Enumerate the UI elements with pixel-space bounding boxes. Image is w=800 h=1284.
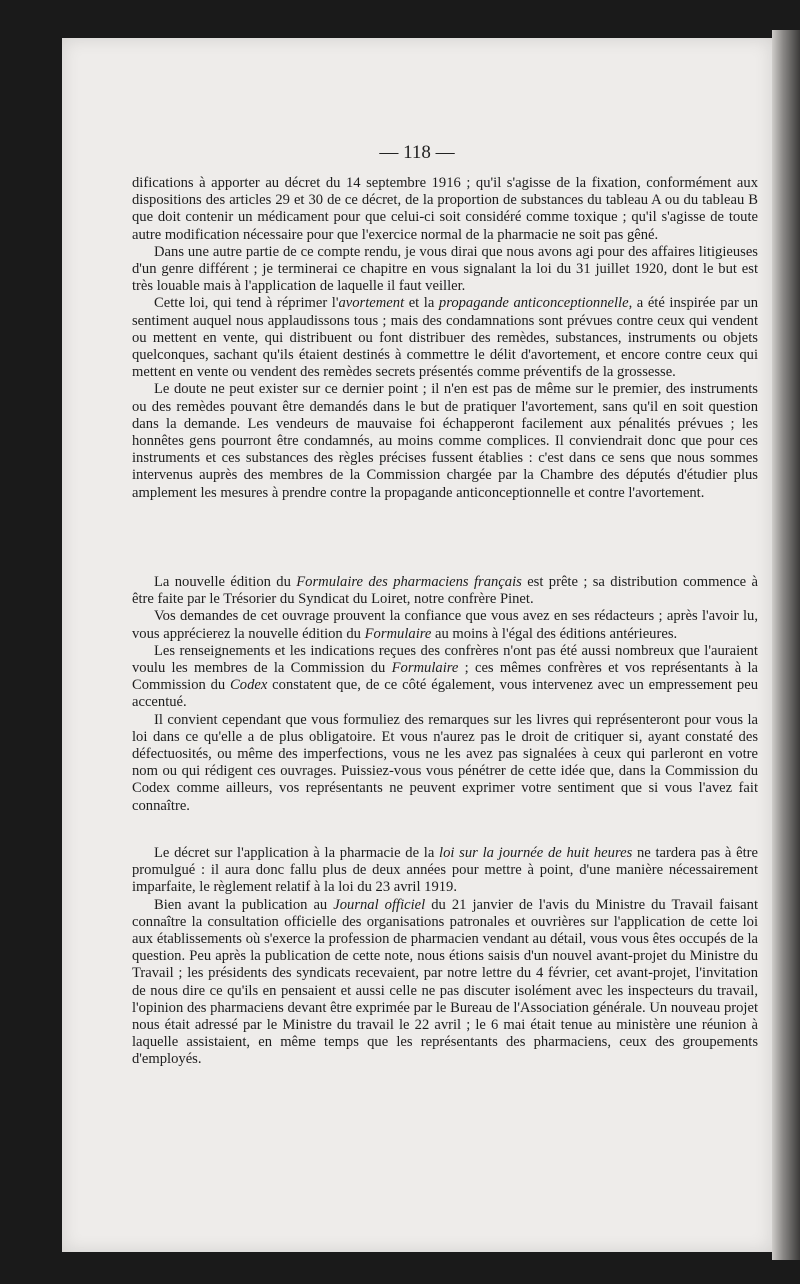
- paragraph: Le doute ne peut exister sur ce dernier point ; il n'en est pas de même sur le premier, des instruments ou des remèdes pouvant être demandés dans le but de pratiquer l'avortement, sans qu'il en soit question dans la demande. Les vendeurs de mauvaise foi échapperont facilement aux pénalités prévues ; les honnêtes gens pourront être condamnés, au moins comme complices. Il conviendrait donc que pour ces instruments et ces substances des règles précises fussent établies : c'est dans ce sens que nous sommes intervenus auprès des membres de la Commission chargée par la Chambre des députés d'étudier plus amplement les mesures à prendre contre la propagande anticonceptionnelle et contre l'avortement.: [132, 381, 758, 501]
- paragraph: [132, 608, 758, 642]
- paragraph: [132, 845, 758, 897]
- text-run: ne tardera pas à être promulgué : il aura donc fallu plus de deux années pour mettre à point, d'une manière nécessairement imparfaite, le règlement relatif à la loi du 23 avril 1919.: [132, 845, 758, 896]
- text-run: Vos demandes de cet ouvrage prouvent la confiance que vous avez en ses rédacteurs ; après l'avoir lu, vous apprécierez la nouvelle édition du: [132, 608, 758, 642]
- italic-term: Formulaire des pharmaciens français: [296, 574, 522, 590]
- paragraph: [132, 897, 758, 1069]
- italic-term: Formulaire: [391, 660, 459, 677]
- italic-term: Journal officiel: [333, 896, 426, 913]
- text-run: constatent que, de ce côté également, vous intervenez avec un empressement peu accentué.: [132, 677, 759, 711]
- paragraph: [132, 643, 758, 712]
- paragraph: Il convient cependant que vous formuliez des remarques sur les livres qui représenteront pour vous la loi dans ce qu'elle a de plus obligatoire. Et vous n'aurez pas le droit de critiquer si, ayant constaté des défectuosités, ou même des imperfections, vous ne les avez pas signalées à ceux qui parleront en votre nom ou qui rédigent ces ouvrages. Puissiez-vous vous pénétrer de cette idée que, dans la Commission du Codex comme ailleurs, vos représentants ne peuvent exprimer votre sentiment que si vous l'avez fait connaître.: [132, 711, 758, 814]
- italic-term: Codex: [230, 677, 268, 694]
- text-run: Bien avant la publication au: [154, 896, 334, 913]
- paragraph: [132, 574, 758, 608]
- paragraph: difications à apporter au décret du 14 septembre 1916 ; qu'il s'agisse de la fixation, conformément aux dispositions des articles 29 et 30 de ce décret, de la proportion de substances du tableau A ou du tableau B que doit contenir un médicament pour que celui-ci soit considéré comme toxique ; qu'il s'agisse de toute autre modification nécessaire pour que l'exercice normal de la pharmacie ne soit pas gêné.: [132, 175, 758, 243]
- italic-term: propagande anticonceptionnelle: [438, 295, 629, 312]
- paragraph: Dans une autre partie de ce compte rendu, je vous dirai que nous avons agi pour des affaires litigieuses d'un genre différent ; je terminerai ce chapitre en vous signalant la loi du 31 juillet 1920, dont le but est très louable mais à l'application de laquelle il faut veiller.: [132, 243, 758, 295]
- text-run: Les renseignements et les indications reçues des confrères n'ont pas été aussi nombreux que l'auraient voulu les membres de la Commission du: [132, 642, 758, 677]
- text-run: et la: [404, 295, 439, 312]
- section-eight-hour-law: [132, 845, 758, 1069]
- text-run: du 21 janvier de l'avis du Ministre du Travail faisant connaître la consultation officielle des organisations patronales et ouvrières sur l'application de cette loi aux établissements où s'exerce la profession de pharmacien vendant au détail, vous vous êtes occupés de la question. Peu après la publication de cette note, nous étions saisis d'un nouvel avant-projet du Ministre du Travail ; les présidents des syndicats recevaient, par notre lettre du 4 février, cet avant-projet, l'invitation de nous dire ce qu'ils en pensaient et aussi celle ne pas discuter isolément avec les inspecteurs du travail, l'opinion des pharmaciens devant être exprimée par le Bureau de l'Association générale. Un nouveau projet nous était adressé par le Ministre du travail le 22 avril ; le 6 mai était tenue au ministère une réunion à laquelle assistaient, en même temps que les représentants des pharmaciens, ceux des groupements d'employés.: [132, 896, 758, 1068]
- page-edge: [772, 30, 800, 1260]
- italic-term: Formulaire: [364, 625, 432, 642]
- text-run: ; ces mêmes confrères et vos représentants à la Commission du: [132, 660, 758, 694]
- page-number: — 118 —: [379, 142, 455, 163]
- italic-term: loi sur la journée de huit heures: [439, 845, 633, 861]
- section-decree-1916: [132, 175, 758, 502]
- text-run: au moins à l'égal des éditions antérieures.: [431, 625, 678, 642]
- section-formulaire: [132, 574, 758, 815]
- text-run: , a été inspirée par un sentiment auquel nous applaudissons tous ; mais des condamnations sont prévues contre ceux qui vendent ou mettent en vente, qui distribuent ou font distribuer des remèdes, substances, instruments ou objets quelconques, sachant qu'ils étaient destinés à commettre le délit d'avortement, et encore contre ceux qui mettent en vente ou vendent des remèdes secrets présentés comme préventifs de la grossesse.: [132, 295, 758, 381]
- italic-term: avortement: [338, 295, 405, 312]
- paragraph: [132, 295, 758, 381]
- text-run: La nouvelle édition du: [154, 574, 297, 590]
- text-run: est prête ; sa distribution commence à être faite par le Trésorier du Syndicat du Loiret, notre confrère Pinet.: [132, 574, 759, 608]
- text-run: Cette loi, qui tend à réprimer l': [154, 295, 339, 312]
- text-run: Le décret sur l'application à la pharmacie de la: [154, 845, 440, 861]
